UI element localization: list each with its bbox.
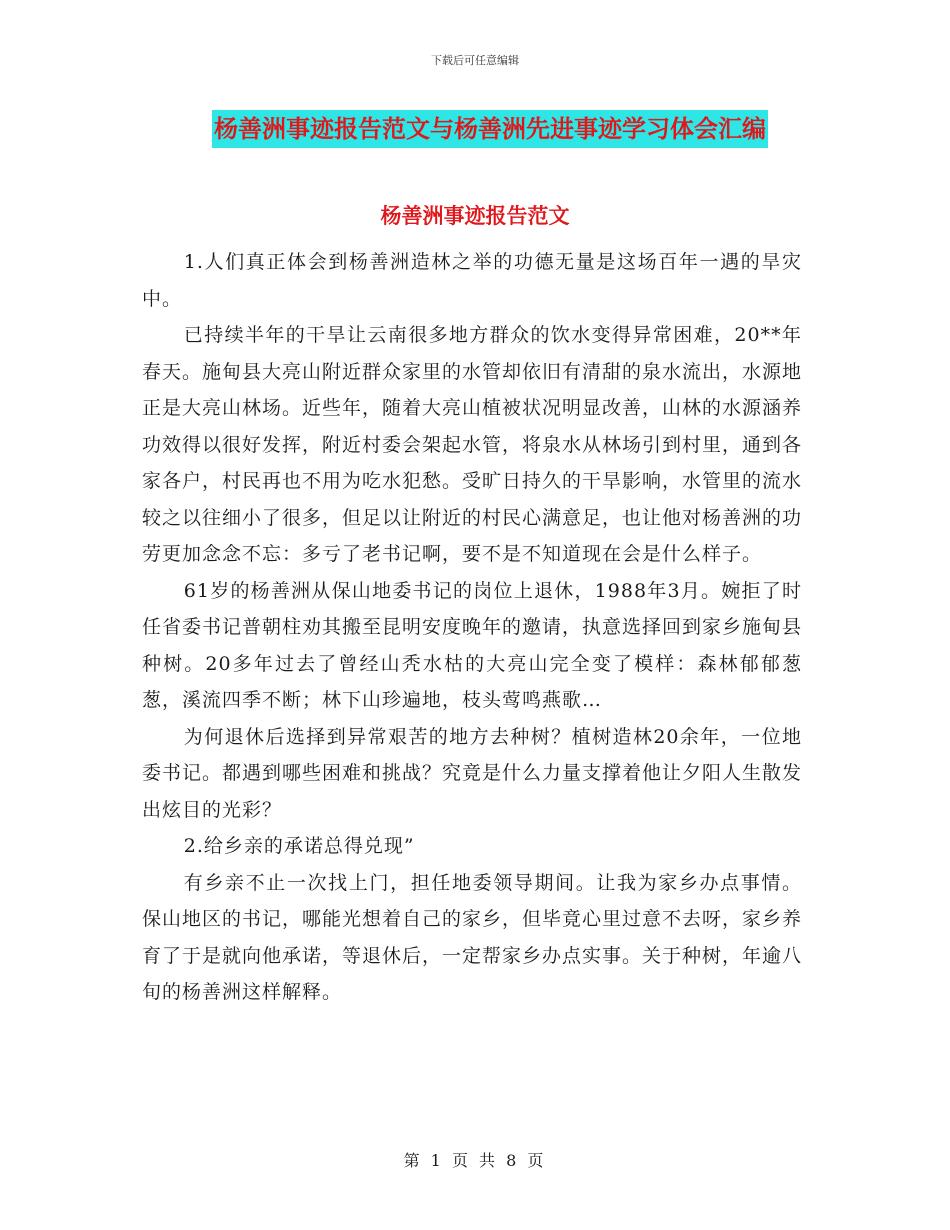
header-note: 下载后可任意编辑 — [431, 54, 519, 67]
paragraph: 61岁的杨善洲从保山地委书记的岗位上退休，1988年3月。婉拒了时任省委书记普朝柱劝其搬至昆明安度晚年的邀请，执意选择回到家乡施甸县种树。20多年过去了曾经山秃水枯的大亮山完全变了模样：森林郁郁葱葱，溪流四季不断；林下山珍遍地，枝头莺鸣燕歌… — [142, 579, 803, 711]
paragraph: 为何退休后选择到异常艰苦的地方去种树？植树造林20余年，一位地委书记。都遇到哪些困难和挑战？究竟是什么力量支撑着他让夕阳人生散发出炫目的光彩？ — [142, 725, 803, 821]
paragraph: 2.给乡亲的承诺总得兑现” — [183, 835, 415, 857]
paragraph: 已持续半年的干旱让云南很多地方群众的饮水变得异常困难，20**年春天。施甸县大亮山附近群众家里的水管却依旧有清甜的泉水流出，水源地正是大亮山林场。近些年，随着大亮山植被状况明显改善，山林的水源涵养功效得以很好发挥，附近村委会架起水管，将泉水从林场引到村里，通到各家各户，村民再也不用为吃水犯愁。受旷日持久的干旱影响，水管里的流水较之以往细小了很多，但足以让附近的村民心满意足，也让他对杨善洲的功劳更加念念不忘：多亏了老书记啊，要不是不知道现在会是什么样子。 — [142, 324, 803, 565]
document-body — [142, 244, 802, 1011]
paragraph: 有乡亲不止一次找上门，担任地委领导期间。让我为家乡办点事情。保山地区的书记，哪能光想着自己的家乡，但毕竟心里过意不去呀，家乡养育了于是就向他承诺，等退休后，一定帮家乡办点实事。关于种树，年逾八旬的杨善洲这样解释。 — [142, 871, 803, 1003]
document-title-container — [0, 110, 950, 148]
section-title: 杨善洲事迹报告范文 — [380, 204, 570, 228]
document-title: 杨善洲事迹报告范文与杨善洲先进事迹学习体会汇编 — [212, 110, 768, 148]
paragraph: 1.人们真正体会到杨善洲造林之举的功德无量是这场百年一遇的旱灾中。 — [142, 251, 802, 310]
page-number: 第 1 页 共 8 页 — [403, 1151, 547, 1170]
